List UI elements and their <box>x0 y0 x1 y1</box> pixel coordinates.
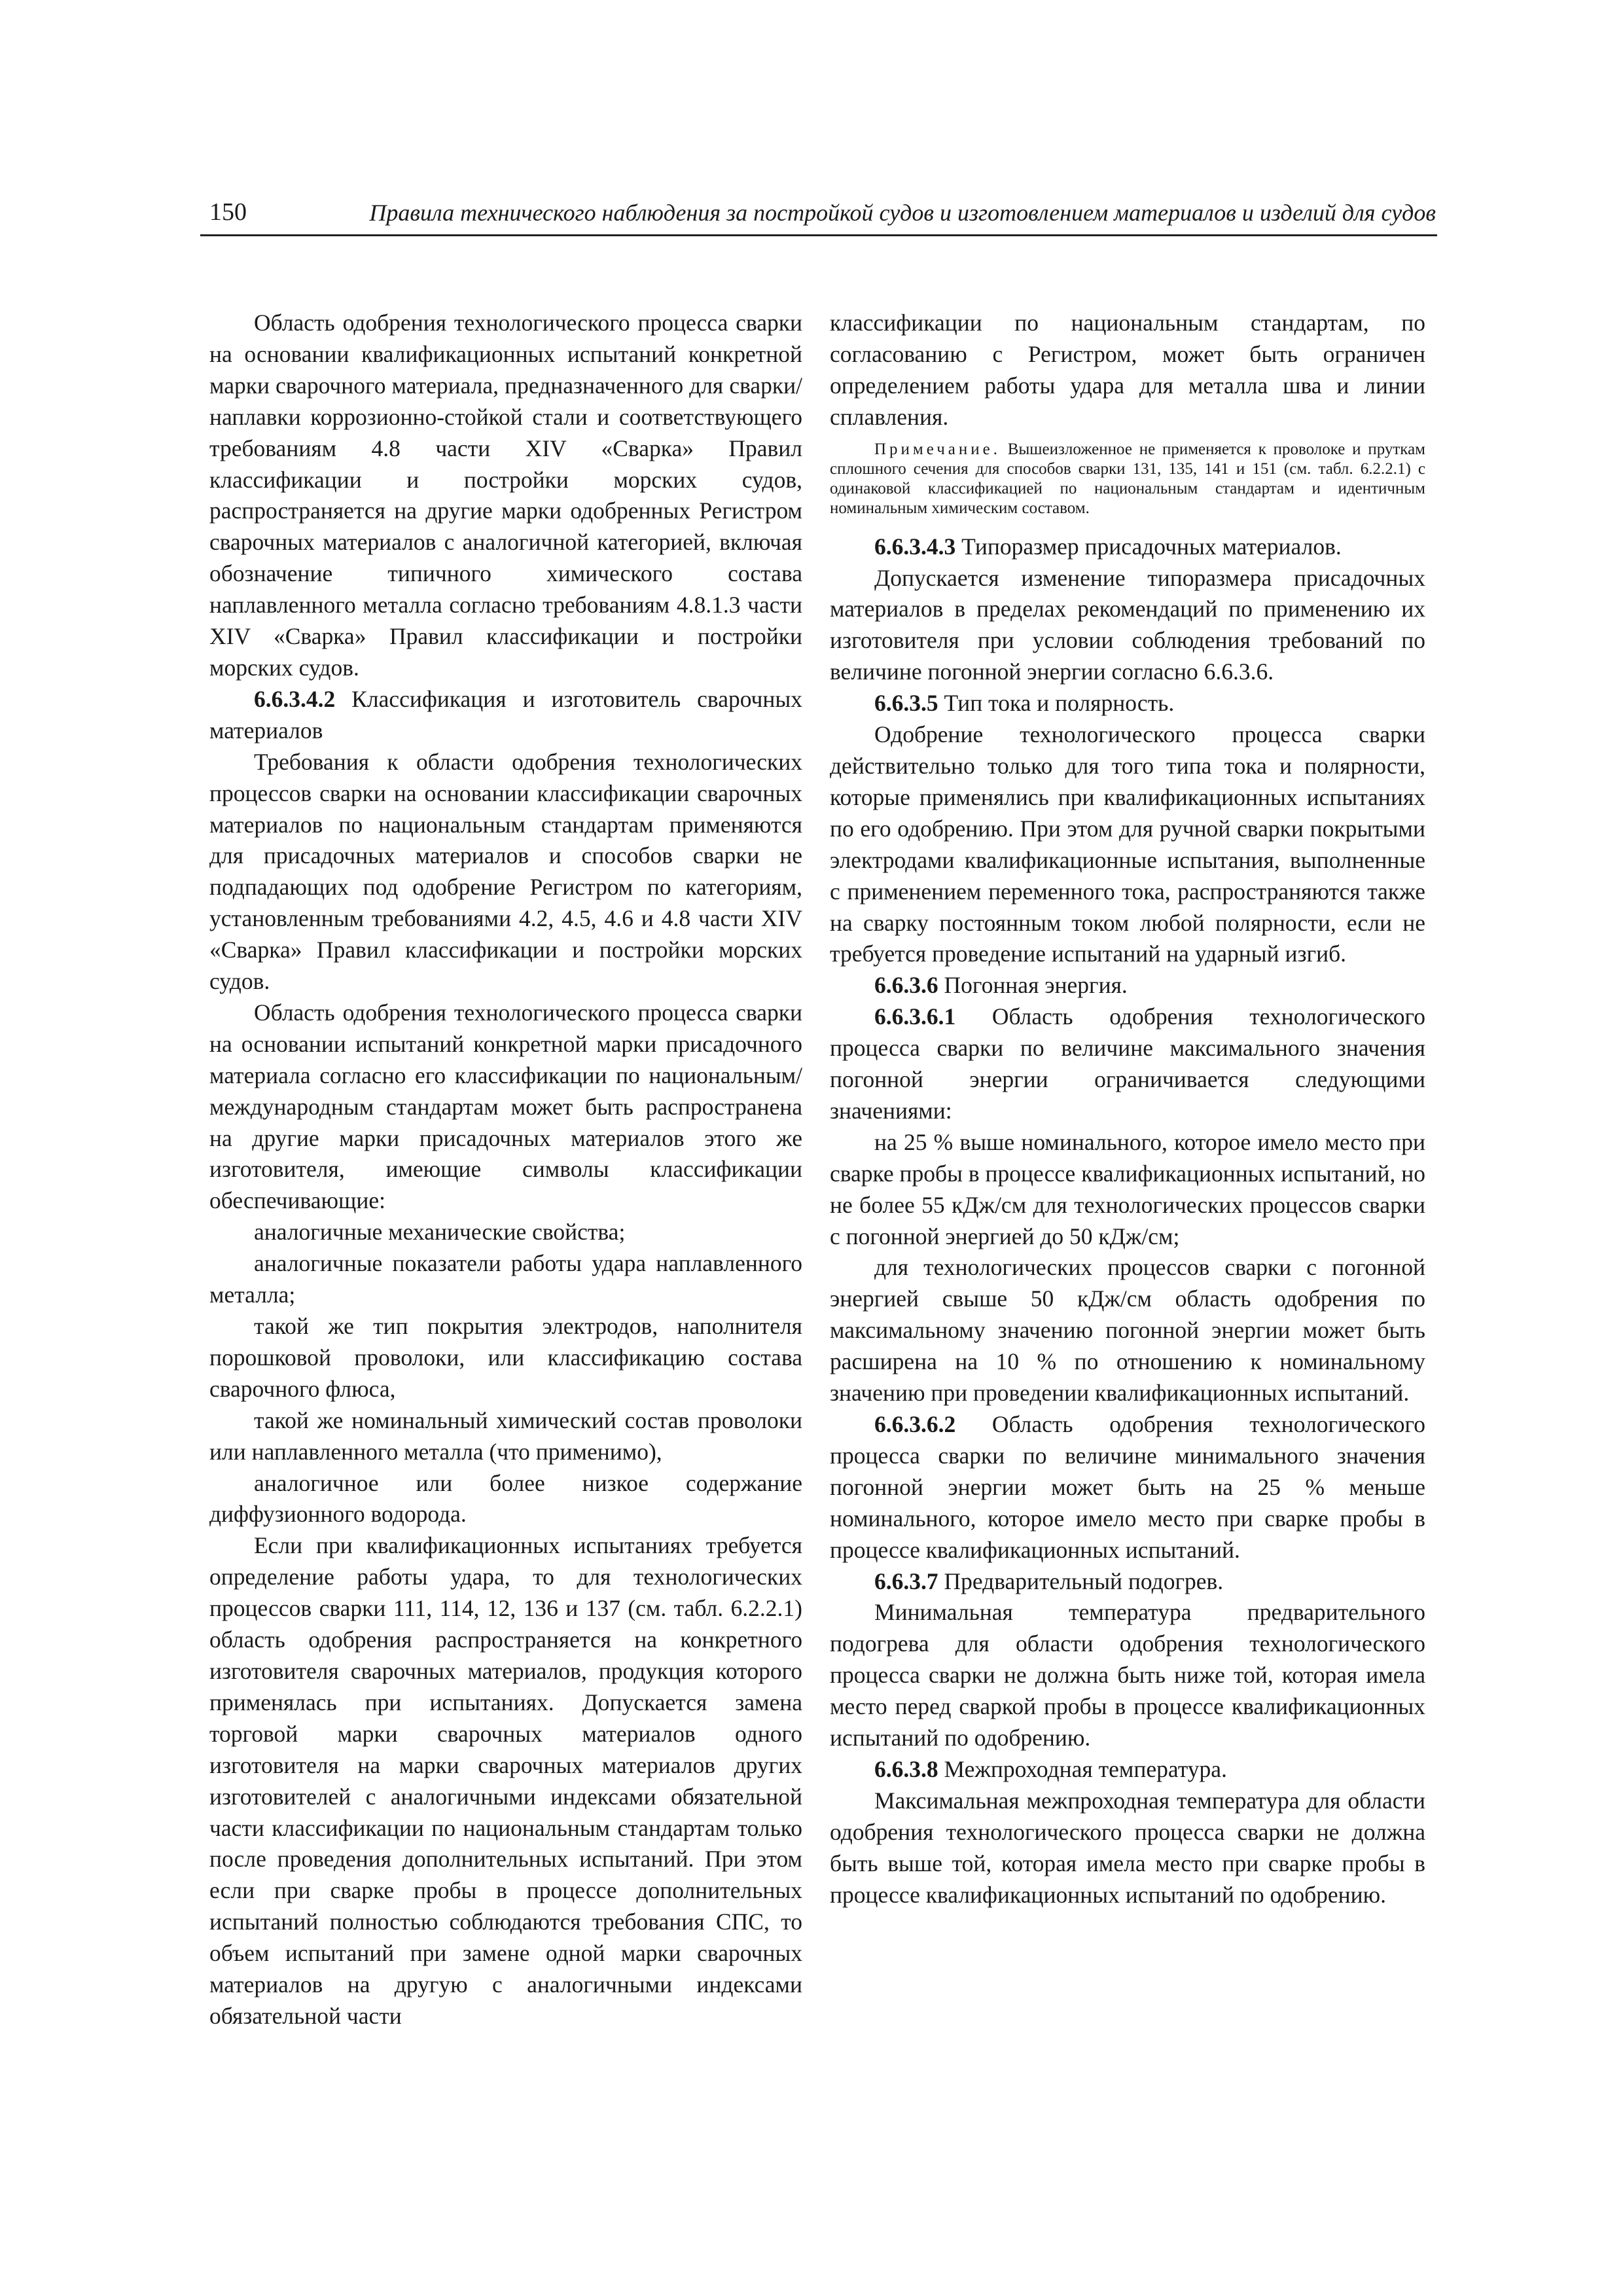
section-number: 6.6.3.7 <box>874 1568 938 1594</box>
section-title: Предварительный подогрев. <box>938 1568 1224 1594</box>
list-item: такой же тип покрытия электродов, наполнителя порошковой проволоки, или классификацию состава сварочного флюса, <box>209 1313 802 1402</box>
section-number: 6.6.3.8 <box>874 1755 938 1782</box>
page-header <box>200 196 1437 236</box>
section-6-6-3-4-3 <box>830 531 1425 563</box>
list-item: аналогичные показатели работы удара наплавленного металла; <box>209 1250 802 1308</box>
note-label: Примечание. <box>874 440 1001 458</box>
paragraph: Минимальная температура предварительного подогрева для области одобрения технологического процесса сварки не должна быть ниже той, которая имела место перед сваркой пробы в процессе квалификационных испытаний по одобрению. <box>830 1599 1425 1751</box>
section-number: 6.6.3.6.2 <box>874 1411 956 1437</box>
note <box>830 440 1425 518</box>
section-6-6-3-5 <box>830 688 1425 719</box>
paragraph: Область одобрения технологического процесса сварки на основании квалификационных испытаний конкретной марки сварочного материала, предназначенного для сварки/наплавки коррозионно-стойкой стали и соответствующего требованиям 4.8 части XIV «Сварка» Правил классификации и постройки морских судов, распространяется на другие марки одобренных Регистром сварочных материалов с аналогичной категорией, включая обозначение типичного химического состава наплавленного металла согласно требованиям 4.8.1.3 части XIV «Сварка» Правил классификации и постройки морских судов. <box>209 310 802 681</box>
section-number: 6.6.3.5 <box>874 690 938 717</box>
list-item: на 25 % выше номинального, которое имело место при сварке пробы в процессе квалификационных испытаний, но не более 55 кДж/см для технологических процессов сварки с погонной энергией до 50 кДж/см; <box>830 1128 1425 1249</box>
section-6-6-3-6 <box>830 970 1425 1001</box>
section-6-6-3-8 <box>830 1754 1425 1785</box>
section-text: Область одобрения технологического процесса сварки по величине максимального значения погонной энергии ограничивается следующими значениями: <box>830 1003 1425 1124</box>
section-6-6-3-6-1 <box>830 1001 1425 1127</box>
paragraph: Допускается изменение типоразмера присадочных материалов в пределах рекомендаций по применению их изготовителя при условии соблюдения требований по величине погонной энергии согласно 6.6.3.6. <box>830 564 1425 685</box>
right-column <box>830 308 1425 1911</box>
paragraph: Требования к области одобрения технологических процессов сварки на основании классификации сварочных материалов по национальным стандартам применяются для присадочных материалов и способов сварки не подпадающих под одобрение Регистром по категориям, установленным требованиями 4.2, 4.5, 4.6 и 4.8 части XIV «Сварка» Правил классификации и постройки морских судов. <box>209 748 802 995</box>
paragraph: Одобрение технологического процесса сварки действительно только для того типа тока и полярности, которые применялись при квалификационных испытаниях по его одобрению. При этом для ручной сварки покрытыми электродами квалификационные испытания, выполненные с применением переменного тока, распространяются также на сварку постоянным током любой полярности, если не требуется проведение испытаний на ударный изгиб. <box>830 721 1425 967</box>
section-title: Типоразмер присадочных материалов. <box>955 533 1342 560</box>
section-title: Тип тока и полярность. <box>938 690 1175 717</box>
section-title: Погонная энергия. <box>938 972 1128 999</box>
running-title: Правила технического наблюдения за постройкой судов и изготовлением материалов и изделий для судов <box>369 200 1436 226</box>
paragraph-continued: классификации по национальным стандартам, по согласованию с Регистром, может быть ограничен определением работы удара для металла шва и линии сплавления. <box>830 310 1425 430</box>
section-number: 6.6.3.4.3 <box>874 533 956 560</box>
list-item: аналогичное или более низкое содержание диффузионного водорода. <box>209 1469 802 1528</box>
section-number: 6.6.3.6 <box>874 972 938 999</box>
section-number: 6.6.3.6.1 <box>874 1003 956 1030</box>
section-title: Межпроходная температура. <box>938 1755 1227 1782</box>
section-text: Область одобрения технологического процесса сварки по величине минимального значения погонной энергии может быть на 25 % меньше номинального, которое имело место при сварке пробы в процессе квалификационных испытаний. <box>830 1411 1425 1563</box>
left-column <box>209 308 802 2032</box>
section-6-6-3-6-2 <box>830 1409 1425 1566</box>
section-6-6-3-4-2 <box>209 684 802 747</box>
section-6-6-3-7 <box>830 1566 1425 1598</box>
section-title: Классификация и изготовитель сварочных материалов <box>209 685 802 744</box>
list-item: для технологических процессов сварки с погонной энергией свыше 50 кДж/см область одобрения по максимальному значению погонной энергии может быть расширена на 10 % по отношению к номинальному значению при проведении квалификационных испытаний. <box>830 1254 1425 1407</box>
list-item: аналогичные механические свойства; <box>254 1219 626 1246</box>
paragraph: Если при квалификационных испытаниях требуется определение работы удара, то для технологических процессов сварки 111, 114, 12, 136 и 137 (см. табл. 6.2.2.1) область одобрения распространяется на конкретного изготовителя сварочных материалов, продукция которого применялась при испытаниях. Допускается замена торговой марки сварочных материалов одного изготовителя на марки сварочных материалов других изготовителей с аналогичными индексами обязательной части классификации по национальным стандартам только после проведения дополнительных испытаний. При этом если при сварке пробы в процессе дополнительных испытаний полностью соблюдаются требования СПС, то объем испытаний при замене одной марки сварочных материалов на другую с аналогичными индексами обязательной части <box>209 1532 802 2029</box>
paragraph: Максимальная межпроходная температура для области одобрения технологического процесса сварки не должна быть выше той, которая имела место при сварке пробы в процессе квалификационных испытаний по одобрению. <box>830 1787 1425 1908</box>
note-text: Вышеизложенное не применяется к проволоке и пруткам сплошного сечения для способов сварки 131, 135, 141 и 151 (см. табл. 6.2.2.1) с одинаковой классификацией по национальным стандартам и идентичным номинальным химическим составом. <box>830 440 1425 517</box>
list-item: такой же номинальный химический состав проволоки или наплавленного металла (что применимо), <box>209 1407 802 1465</box>
page-number: 150 <box>209 198 247 226</box>
section-number: 6.6.3.4.2 <box>254 685 336 712</box>
paragraph: Область одобрения технологического процесса сварки на основании испытаний конкретной марки присадочного материала согласно его классификации по национальным/международным стандартам может быть распространена на другие марки присадочных материалов этого же изготовителя, имеющие символы классификации обеспечивающие: <box>209 999 802 1214</box>
